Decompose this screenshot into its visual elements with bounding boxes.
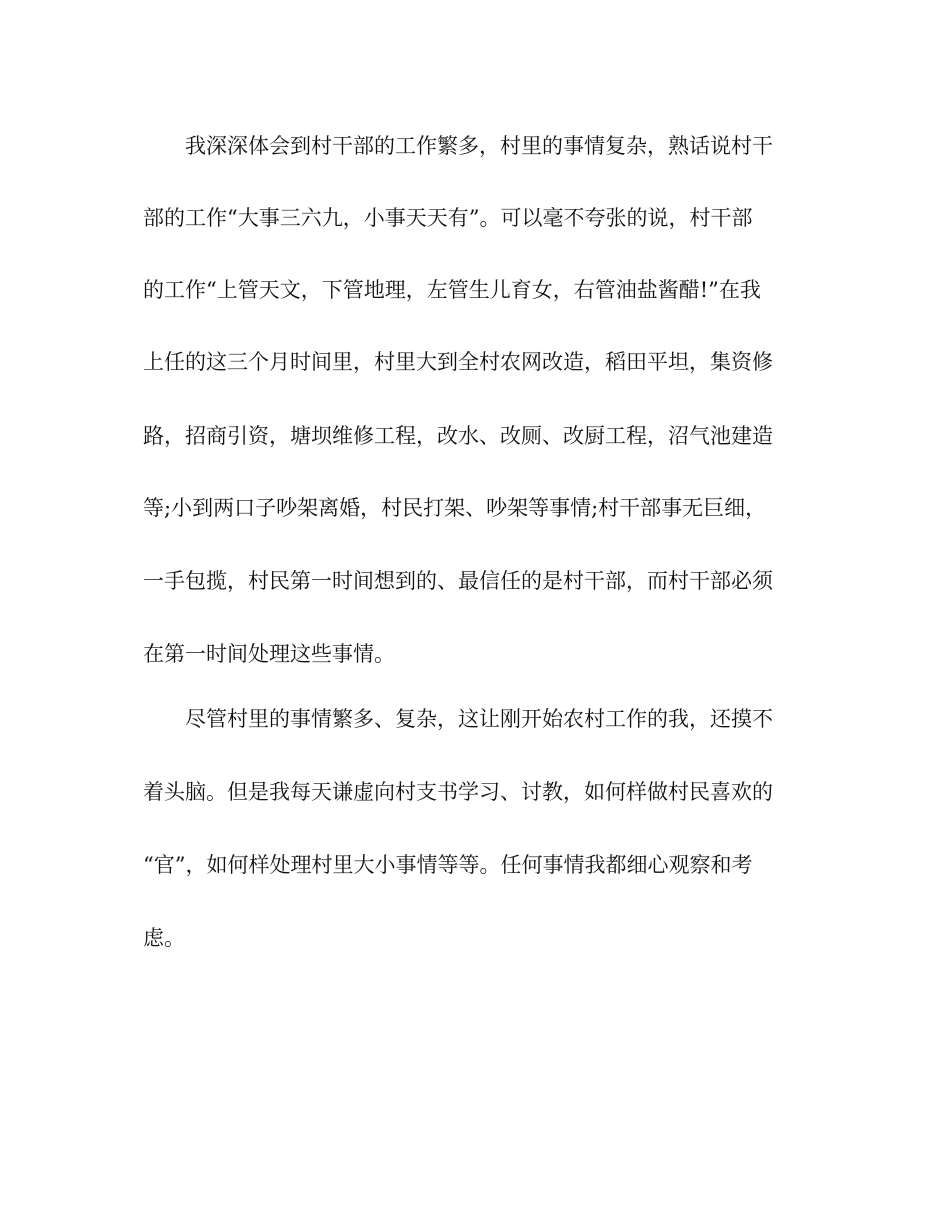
paragraph-2-line-4: 虑。 [143, 926, 185, 950]
paragraph-1-line-7: 一手包揽，村民第一时间想到的、最信任的是村干部，而村干部必须 [143, 569, 773, 593]
paragraph-1-line-1: 我深深体会到村干部的工作繁多，村里的事情复杂，熟话说村干 [185, 134, 773, 158]
paragraph-1-line-4: 上任的这三个月时间里，村里大到全村农网改造，稻田平坦，集资修 [143, 350, 773, 374]
paragraph-1-line-3: 的工作“上管天文，下管地理，左管生儿育女，右管油盐酱醋!”在我 [143, 278, 761, 302]
paragraph-2-line-1: 尽管村里的事情繁多、复杂，这让刚开始农村工作的我，还摸不 [185, 707, 773, 731]
paragraph-1-line-2: 部的工作“大事三六九，小事天天有”。可以毫不夸张的说，村干部 [143, 206, 753, 230]
paragraph-2-line-3: “官”，如何样处理村里大小事情等等。任何事情我都细心观察和考 [143, 853, 753, 877]
paragraph-2-line-2: 着头脑。但是我每天谦虚向村支书学习、讨教，如何样做村民喜欢的 [143, 780, 773, 804]
paragraph-1-line-6: 等;小到两口子吵架离婚，村民打架、吵架等事情;村干部事无巨细， [143, 496, 767, 520]
paragraph-1-line-5: 路，招商引资，塘坝维修工程，改水、改厕、改厨工程，沼气池建造 [143, 424, 773, 448]
paragraph-1-line-8: 在第一时间处理这些事情。 [143, 642, 395, 666]
